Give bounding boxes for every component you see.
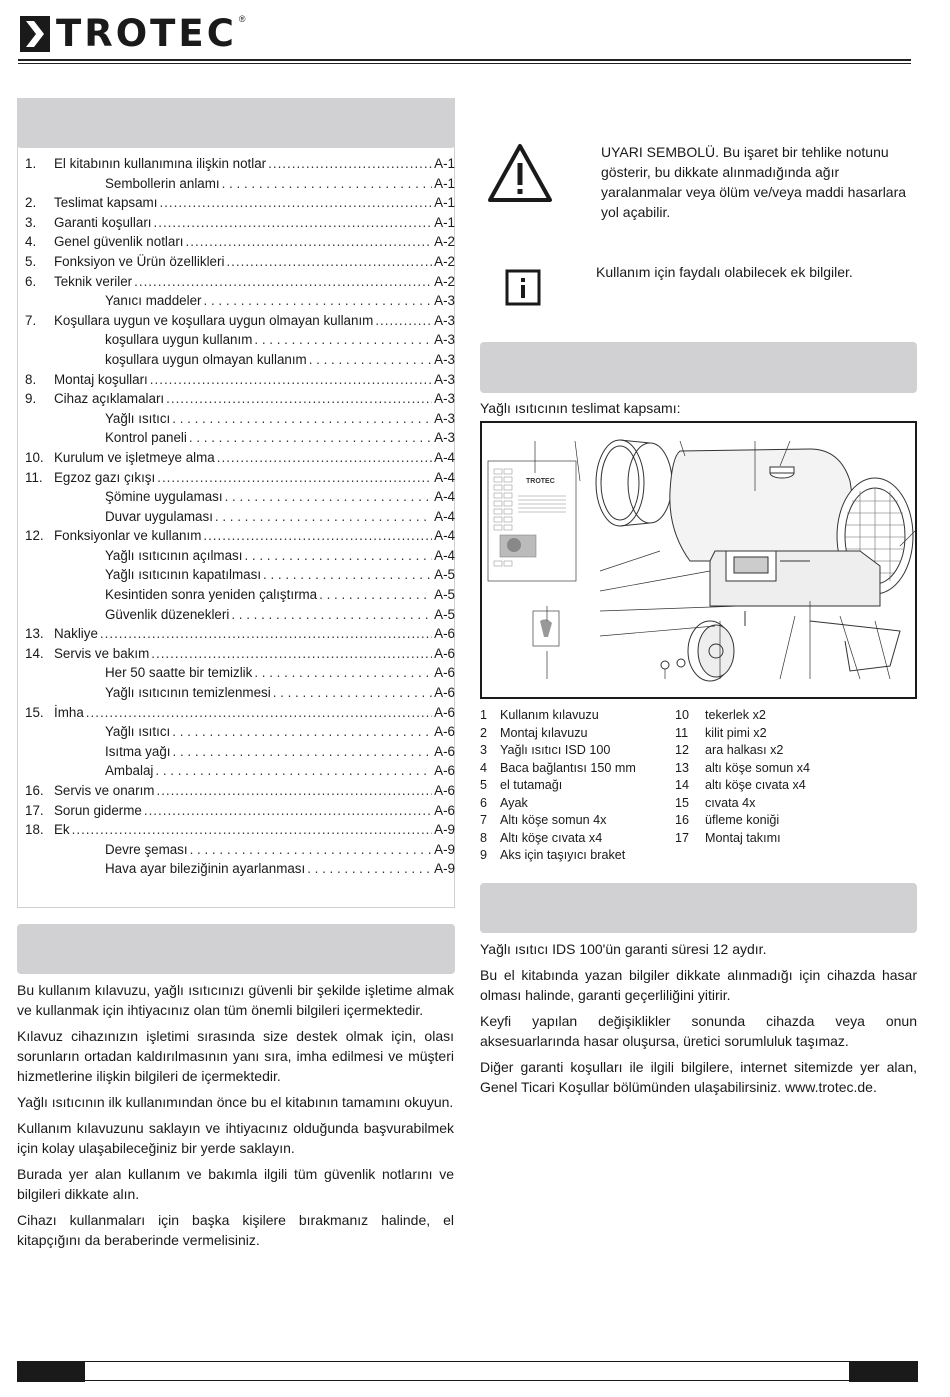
toc-title: Egzoz gazı çıkışı — [54, 469, 156, 485]
legend-item — [480, 725, 670, 743]
toc-subentry — [25, 507, 455, 527]
legend-number: 10 — [675, 708, 690, 722]
paragraph: Bu el kitabında yazan bilgiler dikkate alınmadığı için cihazda hasar olması halinde, garanti geçerliliğini yitirir. — [480, 967, 917, 1003]
toc-title: Kesintiden sonra yeniden çalıştırma — [105, 587, 318, 603]
toc-title: Garanti koşulları — [54, 214, 152, 230]
toc-subentry — [25, 663, 455, 683]
toc-leader-dots — [151, 644, 432, 664]
toc-title: İmha — [54, 704, 84, 720]
toc-page-number: A-3 — [434, 410, 455, 426]
toc-title: Fonksiyonlar ve kullanım — [54, 528, 202, 544]
warranty-text — [480, 939, 917, 1103]
legend-label: Yağlı ısıtıcı ISD 100 — [500, 743, 611, 757]
toc-number: 8. — [25, 371, 37, 387]
toc-title: Yağlı ısıtıcının açılması — [105, 547, 243, 563]
toc-leader-dots — [186, 232, 433, 252]
toc-page-number: A-3 — [434, 351, 455, 367]
legend-item — [480, 830, 670, 848]
toc-page-number: A-9 — [434, 822, 455, 838]
delivery-legend-left — [480, 707, 670, 865]
toc-page-number: A-3 — [434, 332, 455, 348]
legend-number: 8 — [480, 830, 488, 845]
delivery-heading-bar — [480, 342, 917, 393]
toc-title: koşullara uygun kullanım — [105, 332, 253, 348]
toc-number: 13. — [25, 626, 44, 642]
legend-label: el tutamağı — [500, 778, 563, 792]
toc-page-number: A-6 — [434, 763, 455, 779]
toc-leader-dots — [173, 742, 433, 762]
toc-number: 7. — [25, 312, 37, 328]
legend-number: 4 — [480, 760, 488, 775]
toc-title: Yağlı ısıtıcı — [105, 724, 171, 740]
legend-number: 13 — [675, 760, 690, 775]
delivery-legend-right — [675, 707, 915, 847]
legend-number: 3 — [480, 743, 488, 757]
toc-entry — [25, 311, 455, 331]
legend-label: ara halkası x2 — [705, 743, 784, 757]
toc-page-number: A-1 — [434, 175, 455, 191]
info-icon — [505, 269, 541, 306]
toc-number: 2. — [25, 195, 37, 211]
legend-item — [480, 812, 670, 830]
toc-number: 16. — [25, 783, 44, 798]
header-rule — [18, 59, 911, 61]
brand-logo — [20, 14, 246, 54]
toc-page-number: A-1 — [434, 195, 455, 211]
toc-leader-dots — [204, 291, 433, 311]
toc-entry — [25, 820, 455, 840]
toc-title: Koşullara uygun ve koşullara uygun olmayan kullanım — [54, 312, 374, 328]
toc-subentry — [25, 605, 455, 625]
legend-item — [480, 777, 670, 795]
toc-title: Duvar uygulaması — [105, 508, 213, 524]
toc-title: Cihaz açıklamaları — [54, 391, 165, 407]
toc-entry — [25, 781, 455, 801]
figure-brand-label: TROTEC — [526, 478, 555, 485]
toc-leader-dots — [254, 663, 432, 683]
toc-number: 11. — [25, 469, 43, 485]
legend-item — [675, 760, 915, 778]
toc-leader-dots — [203, 526, 432, 546]
legend-number: 7 — [480, 813, 488, 827]
toc-entry — [25, 370, 455, 390]
toc-title: Devre şeması — [105, 841, 188, 857]
toc-title: Teslimat kapsamı — [54, 195, 158, 211]
table-of-contents — [25, 154, 455, 879]
toc-title: Servis ve bakım — [54, 645, 150, 661]
toc-page-number: A-5 — [434, 587, 455, 603]
toc-number: 9. — [25, 391, 37, 407]
legend-item — [675, 742, 915, 760]
trotec-logo-icon — [20, 16, 50, 52]
toc-leader-dots — [225, 487, 433, 507]
info-symbol-text: Kullanım için faydalı olabilecek ek bilgiler. — [596, 264, 853, 280]
toc-page-number: A-4 — [434, 469, 455, 485]
toc-number: 4. — [25, 234, 37, 250]
legend-number: 6 — [480, 795, 488, 810]
paragraph: Diğer garanti koşulları ile ilgili bilgilere, internet sitemizde yer alan, Genel Ticari Koşullar bölümünden ulaşabilirsiniz. www.trotec.de. — [480, 1059, 917, 1095]
toc-page-number: A-6 — [434, 802, 455, 818]
toc-page-number: A-9 — [434, 841, 455, 857]
legend-label: Montaj takımı — [705, 830, 781, 845]
toc-page-number: A-9 — [434, 861, 455, 877]
toc-title: Servis ve onarım — [54, 783, 155, 798]
toc-page-number: A-3 — [434, 293, 455, 309]
toc-page-number: A-4 — [434, 508, 455, 524]
registered-mark: ® — [238, 14, 246, 24]
toc-entry — [25, 213, 455, 233]
toc-leader-dots — [254, 330, 432, 350]
toc-title: Her 50 saatte bir temizlik — [105, 665, 253, 681]
toc-leader-dots — [217, 448, 432, 468]
warning-symbol-text: UYARI SEMBOLÜ. Bu işaret bir tehlike notunu gösterir, bu dikkate alınmadığında ağır yaralanmalar veya ölüm ve/veya maddi hasarlara yol açabilir. — [601, 144, 907, 220]
delivery-figure — [480, 421, 917, 699]
toc-page-number: A-6 — [434, 626, 455, 642]
toc-leader-dots — [215, 507, 432, 527]
toc-entry — [25, 232, 455, 252]
toc-leader-dots — [307, 859, 432, 879]
legend-item — [675, 795, 915, 813]
toc-page-number: A-6 — [434, 704, 455, 720]
toc-entry — [25, 154, 455, 174]
toc-title: Yağlı ısıtıcı — [105, 410, 171, 426]
legend-label: üfleme koniği — [705, 813, 780, 827]
toc-page-number: A-3 — [434, 312, 455, 328]
legend-label: Ayak — [500, 795, 528, 810]
legend-number: 11 — [675, 725, 689, 740]
toc-number: 12. — [25, 528, 44, 544]
legend-item — [675, 777, 915, 795]
toc-leader-dots — [190, 840, 433, 860]
toc-number: 1. — [25, 156, 37, 171]
toc-page-number: A-3 — [434, 430, 455, 446]
toc-subentry — [25, 428, 455, 448]
paragraph: Burada yer alan kullanım ve bakımla ilgili tüm güvenlik notlarını ve bilgileri dikkate alın. — [17, 1166, 454, 1202]
legend-label: Baca bağlantısı 150 mm — [500, 760, 636, 775]
brand-name: TROTEC — [56, 12, 237, 55]
legend-label: tekerlek x2 — [705, 708, 766, 722]
legend-number: 1 — [480, 708, 488, 722]
toc-title: Kurulum ve işletmeye alma — [54, 449, 215, 465]
toc-entry — [25, 801, 455, 821]
toc-leader-dots — [155, 761, 432, 781]
toc-title: Montaj koşulları — [54, 371, 148, 387]
legend-item — [675, 812, 915, 830]
toc-title: Kontrol paneli — [105, 430, 187, 446]
paragraph: Bu kullanım kılavuzu, yağlı ısıtıcınızı güvenli bir şekilde işletime almak ve kullanmak için ihtiyacınız olan tüm önemli bilgileri içermektedir. — [17, 982, 454, 1018]
toc-leader-dots — [309, 350, 432, 370]
toc-page-number: A-2 — [434, 273, 455, 289]
toc-leader-dots — [244, 546, 432, 566]
toc-subentry — [25, 546, 455, 566]
legend-number: 15 — [675, 795, 690, 810]
toc-page-number: A-2 — [434, 234, 455, 250]
toc-entry — [25, 252, 455, 272]
toc-title: Isıtma yağı — [105, 743, 171, 759]
paragraph: Kılavuz cihazınızın işletimi sırasında size destek olmak için, olası sorunların ortadan kaldırılmasının yanı sıra, imha edilmesi ve müşteri hizmetlerine ilişkin bilgileri de içermektedir. — [17, 1028, 454, 1084]
footer-rule — [85, 1361, 849, 1381]
toc-number: 18. — [25, 822, 44, 838]
toc-leader-dots — [157, 468, 432, 488]
footer-left-block — [17, 1361, 85, 1382]
toc-leader-dots — [159, 193, 432, 213]
toc-title: Yağlı ısıtıcının kapatılması — [105, 567, 262, 583]
toc-title: Yağlı ısıtıcının temizlenmesi — [105, 685, 271, 701]
toc-page-number: A-5 — [434, 567, 455, 583]
toc-subentry — [25, 409, 455, 429]
legend-label: altı köşe cıvata x4 — [705, 778, 806, 792]
toc-title: Hava ayar bileziğinin ayarlanması — [105, 861, 306, 877]
toc-title: Fonksiyon ve Ürün özellikleri — [54, 253, 225, 269]
paragraph: Yağlı ısıtıcının ilk kullanımından önce bu el kitabının tamamını okuyun. — [17, 1094, 454, 1110]
toc-subentry — [25, 291, 455, 311]
toc-entry — [25, 272, 455, 292]
toc-number: 5. — [25, 253, 37, 269]
toc-title: Sorun giderme — [54, 802, 142, 818]
toc-page-number: A-6 — [434, 645, 455, 661]
legend-number: 12 — [675, 743, 690, 757]
toc-page-number: A-4 — [434, 489, 455, 505]
legend-item — [480, 742, 670, 760]
legend-number: 17 — [675, 830, 690, 845]
toc-page-number: A-5 — [434, 606, 455, 622]
legend-item — [480, 847, 670, 865]
footer-right-block — [849, 1361, 918, 1382]
legend-label: cıvata 4x — [705, 795, 756, 810]
toc-page-number: A-3 — [434, 391, 455, 407]
toc-page-number: A-6 — [434, 783, 455, 798]
toc-subentry — [25, 683, 455, 703]
toc-page-number: A-1 — [434, 214, 455, 230]
toc-leader-dots — [150, 370, 432, 390]
toc-entry — [25, 703, 455, 723]
toc-title: Yanıcı maddeler — [105, 293, 202, 309]
toc-title: koşullara uygun olmayan kullanım — [105, 351, 307, 367]
toc-title: Şömine uygulaması — [105, 489, 223, 505]
toc-title: El kitabının kullanımına ilişkin notlar — [54, 156, 267, 171]
delivery-intro: Yağlı ısıtıcının teslimat kapsamı: — [480, 400, 681, 416]
paragraph: Kullanım kılavuzunu saklayın ve ihtiyacınız olduğunda başvurabilmek için kolay ulaşabileceğiniz bir yerde saklayın. — [17, 1120, 454, 1156]
toc-entry — [25, 448, 455, 468]
toc-subentry — [25, 761, 455, 781]
toc-subentry — [25, 565, 455, 585]
toc-leader-dots — [166, 389, 432, 409]
legend-label: Altı köşe cıvata x4 — [500, 830, 603, 845]
legend-item — [675, 725, 915, 743]
toc-subentry — [25, 174, 455, 194]
toc-subentry — [25, 840, 455, 860]
toc-entry — [25, 389, 455, 409]
toc-subentry — [25, 350, 455, 370]
toc-page-number: A-4 — [434, 528, 455, 544]
toc-leader-dots — [189, 428, 432, 448]
legend-item — [675, 830, 915, 848]
toc-number: 6. — [25, 273, 37, 289]
legend-item — [675, 707, 915, 725]
toc-page-number: A-2 — [434, 253, 455, 269]
toc-leader-dots — [172, 722, 432, 742]
toc-subentry — [25, 330, 455, 350]
toc-entry — [25, 526, 455, 546]
toc-number: 17. — [25, 802, 44, 818]
toc-page-number: A-6 — [434, 743, 455, 759]
legend-label: Kullanım kılavuzu — [500, 708, 599, 722]
toc-leader-dots — [156, 781, 432, 801]
toc-leader-dots — [86, 703, 432, 723]
toc-leader-dots — [222, 174, 433, 194]
toc-entry — [25, 468, 455, 488]
toc-leader-dots — [268, 154, 432, 174]
manual-notes-heading-bar — [17, 924, 455, 974]
toc-subentry — [25, 585, 455, 605]
toc-page-number: A-6 — [434, 665, 455, 681]
toc-leader-dots — [226, 252, 432, 272]
toc-title: Ambalaj — [105, 763, 154, 779]
toc-title: Teknik veriler — [54, 273, 133, 289]
toc-page-number: A-1 — [434, 156, 455, 171]
toc-title: Güvenlik düzenekleri — [105, 606, 230, 622]
legend-number: 2 — [480, 725, 488, 740]
legend-item — [480, 707, 670, 725]
toc-leader-dots — [231, 605, 432, 625]
legend-label: Aks için taşıyıcı braket — [500, 848, 626, 862]
toc-subentry — [25, 487, 455, 507]
paragraph: Keyfi yapılan değişiklikler sonunda cihazda veya onun aksesuarlarında hasar oluşursa, üretici sorumluluk taşımaz. — [480, 1013, 917, 1049]
toc-leader-dots — [172, 409, 432, 429]
toc-leader-dots — [273, 683, 432, 703]
toc-number: 3. — [25, 214, 37, 230]
toc-title: Sembollerin anlamı — [105, 175, 220, 191]
toc-subentry — [25, 859, 455, 879]
toc-number: 14. — [25, 645, 44, 661]
legend-number: 5 — [480, 778, 488, 792]
toc-page-number: A-4 — [434, 547, 455, 563]
toc-heading-bar — [17, 98, 455, 148]
toc-leader-dots — [319, 585, 432, 605]
toc-entry — [25, 193, 455, 213]
warning-triangle-icon — [487, 143, 553, 203]
legend-label: Altı köşe somun 4x — [500, 813, 607, 827]
toc-number: 15. — [25, 704, 44, 720]
legend-label: Montaj kılavuzu — [500, 725, 588, 740]
warranty-heading-bar — [480, 883, 917, 933]
toc-number: 10. — [25, 449, 44, 465]
toc-title: Nakliye — [54, 626, 98, 642]
toc-leader-dots — [72, 820, 433, 840]
toc-leader-dots — [375, 311, 432, 331]
toc-entry — [25, 644, 455, 664]
toc-leader-dots — [134, 272, 432, 292]
toc-page-number: A-6 — [434, 724, 455, 740]
toc-entry — [25, 624, 455, 644]
legend-number: 14 — [675, 778, 690, 792]
toc-subentry — [25, 742, 455, 762]
toc-subentry — [25, 722, 455, 742]
toc-page-number: A-6 — [434, 685, 455, 701]
assembly-guide-drawing — [533, 611, 559, 646]
legend-item — [480, 795, 670, 813]
header-rule-thin — [18, 63, 911, 64]
toc-page-number: A-3 — [434, 371, 455, 387]
legend-item — [480, 760, 670, 778]
legend-number: 9 — [480, 848, 488, 862]
legend-label: altı köşe somun x4 — [705, 760, 810, 775]
manual-booklet-drawing — [488, 461, 576, 581]
legend-number: 16 — [675, 813, 690, 827]
toc-leader-dots — [100, 624, 432, 644]
toc-leader-dots — [144, 801, 432, 821]
toc-leader-dots — [263, 565, 432, 585]
toc-leader-dots — [154, 213, 433, 233]
toc-title: Ek — [54, 822, 70, 838]
paragraph: Cihazı kullanmaları için başka kişilere bırakmanız halinde, el kitapçığını da beraberinde vermelisiniz. — [17, 1212, 454, 1248]
toc-title: Genel güvenlik notları — [54, 234, 184, 250]
toc-page-number: A-4 — [434, 449, 455, 465]
legend-label: kilit pimi x2 — [705, 725, 767, 740]
paragraph: Yağlı ısıtıcı IDS 100'ün garanti süresi 12 aydır. — [480, 941, 767, 957]
manual-notes-text — [17, 980, 454, 1256]
